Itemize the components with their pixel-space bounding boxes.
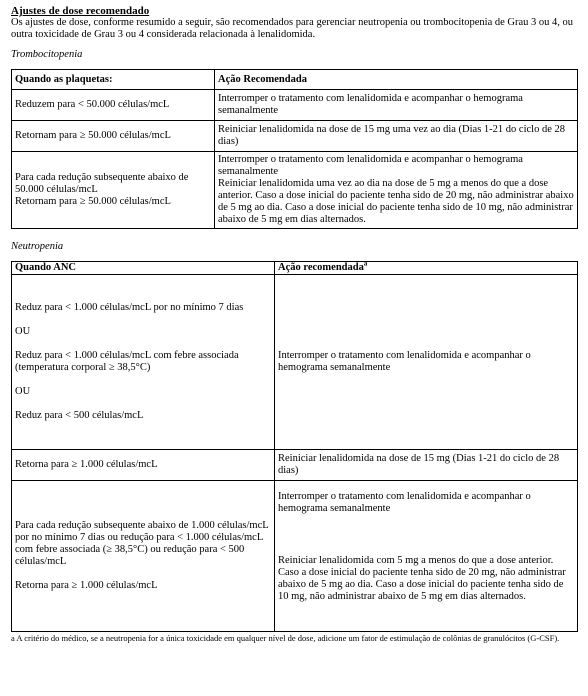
action-text: Reiniciar lenalidomida uma vez ao dia na dose de 5 mg a menos do que a dose anterior. Caso a dose inicial do paciente tenha sido de 20 mg, não administrar abaixo de 5 mg ao dia. Caso a dose inicial do paciente tenha sido de 10 mg, não administrar abaixo de 5 mg em dias alternados. [218, 178, 574, 225]
cell-condition: Reduzem para < 50.000 células/mcL [12, 90, 215, 121]
condition-text: Para cada redução subsequente abaixo de 50.000 células/mcL [15, 172, 189, 195]
or-text: OU [15, 326, 31, 337]
cell-action: Interromper o tratamento com lenalidomida e acompanhar o hemograma semanalmente [215, 90, 578, 121]
footnote-marker: a [363, 259, 368, 268]
condition-text: Reduz para < 1.000 células/mcL por no mínimo 7 dias [15, 302, 244, 313]
thrombocytopenia-table [11, 69, 578, 229]
heading: Ajustes de dose recomendado [11, 5, 150, 17]
cell-condition: Retorna para ≥ 1.000 células/mcL [12, 450, 275, 481]
table-row [12, 481, 578, 632]
cell-condition: Retornam para ≥ 50.000 células/mcL [12, 121, 215, 152]
table-row [12, 450, 578, 481]
header-action [275, 259, 578, 275]
condition-text: Reduz para < 500 células/mcL [15, 410, 144, 421]
header-platelets: Quando as plaquetas: [12, 70, 215, 90]
action-text: Interromper o tratamento com lenalidomida e acompanhar o hemograma semanalmente [218, 154, 523, 177]
footnote: a A critério do médico, se a neutropenia for a única toxicidade em qualquer nível de dose, adicione um fator de estimulação de colônias de granulócitos (G-CSF). [11, 633, 560, 643]
action-text: Reiniciar lenalidomida com 5 mg a menos do que a dose anterior. Caso a dose inicial do paciente tenha sido de 20 mg, não administrar abaixo de 5 mg ao dia. Caso a dose inicial do paciente tenha sido de 10 mg, não administrar abaixo de 5 mg em dias alternados. [278, 555, 566, 602]
cell-action: Reiniciar lenalidomida na dose de 15 mg uma vez ao dia (Dias 1-21 do ciclo de 28 dias) [215, 121, 578, 152]
header-action: Ação Recomendada [215, 70, 578, 90]
action-text: Interromper o tratamento com lenalidomida e acompanhar o hemograma semanalmente [278, 491, 531, 514]
neutropenia-table [11, 261, 578, 632]
table-header-row [12, 70, 578, 90]
intro-paragraph: Os ajustes de dose, conforme resumido a seguir, são recomendados para gerenciar neutropenia ou trombocitopenia de Grau 3 ou 4, ou outra toxicidade de Grau 3 ou 4 considerada relacionada à lenalidomida. [11, 17, 574, 40]
document [11, 5, 578, 643]
condition-text: Reduz para < 1.000 células/mcL com febre associada (temperatura corporal ≥ 38,5°C) [15, 350, 239, 373]
cell-condition [12, 152, 215, 229]
condition-text: Retorna para ≥ 1.000 células/mcL [15, 580, 158, 591]
header-anc: Quando ANC [12, 262, 275, 275]
cell-action [275, 481, 578, 632]
condition-text: Retornam para ≥ 50.000 células/mcL [15, 196, 171, 207]
table-header-row [12, 262, 578, 275]
header-action-text: Ação recomendada [278, 262, 364, 273]
table-row [12, 275, 578, 450]
thrombocytopenia-label: Trombocitopenia [11, 49, 83, 60]
cell-condition [12, 481, 275, 632]
table-row [12, 121, 578, 152]
cell-action [215, 152, 578, 229]
table-row [12, 90, 578, 121]
condition-text: Para cada redução subsequente abaixo de 1.000 células/mcL por no mínimo 7 dias ou redução para < 1.000 células/mcL com febre associada (≥ 38,5°C) ou redução para < 500 células/mcL [15, 520, 269, 567]
table-row [12, 152, 578, 229]
cell-action: Reiniciar lenalidomida na dose de 15 mg (Dias 1-21 do ciclo de 28 dias) [275, 450, 578, 481]
or-text: OU [15, 386, 31, 397]
cell-action: Interromper o tratamento com lenalidomida e acompanhar o hemograma semanalmente [275, 275, 578, 450]
cell-condition [12, 275, 275, 450]
neutropenia-label: Neutropenia [11, 241, 64, 252]
